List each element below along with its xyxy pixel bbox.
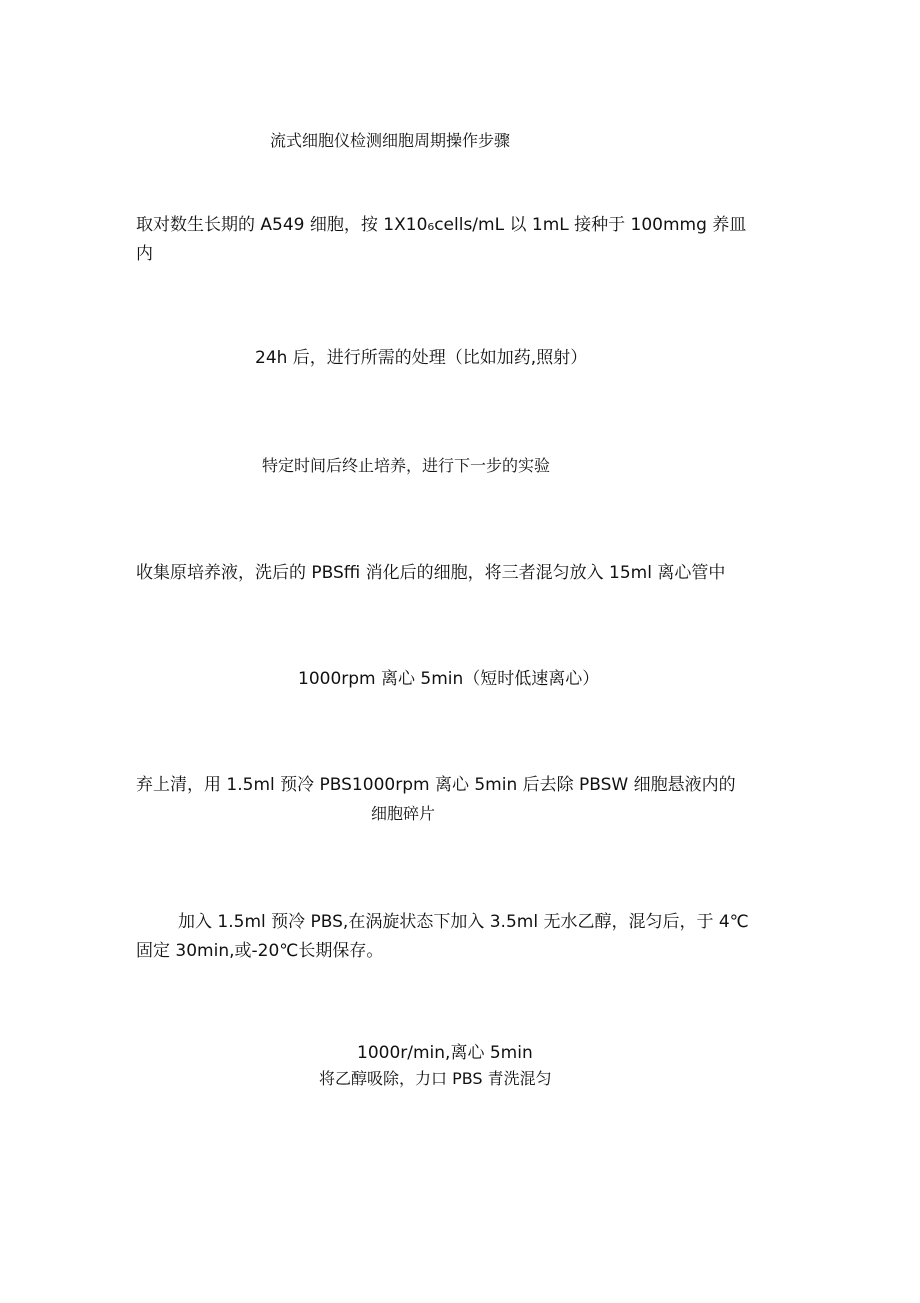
step-1-line-1: 取对数生长期的 A549 细胞，按 1X10₆cells/mL 以 1mL 接种于 100mmg 养皿 (136, 215, 747, 235)
step-8-line-2: 将乙醇吸除，力口 PBS 青洗混匀 (319, 1069, 552, 1088)
step-6-line-2: 细胞碎片 (371, 804, 436, 823)
step-3-line-1: 特定时间后终止培养，进行下一步的实验 (262, 456, 551, 475)
step-8-line-1: 1000r/min,离心 5min (357, 1043, 533, 1063)
step-1-line-2: 内 (136, 244, 153, 264)
step-5-line-1: 1000rpm 离心 5min（短时低速离心） (298, 669, 600, 689)
step-6-line-1: 弃上清，用 1.5ml 预冷 PBS1000rpm 离心 5min 后去除 PBSW 细胞悬液内的 (136, 775, 736, 795)
document-title: 流式细胞仪检测细胞周期操作步骤 (270, 131, 511, 150)
step-7-line-2: 固定 30min,或-20℃长期保存。 (136, 941, 384, 961)
step-7-line-1: 加入 1.5ml 预冷 PBS,在涡旋状态下加入 3.5ml 无水乙醇，混匀后，于 4℃ (178, 912, 749, 932)
step-4-line-1: 收集原培养液，洗后的 PBSffi 消化后的细胞，将三者混匀放入 15ml 离心管中 (136, 563, 726, 583)
step-2-line-1: 24h 后，进行所需的处理（比如加药,照射） (255, 348, 588, 368)
